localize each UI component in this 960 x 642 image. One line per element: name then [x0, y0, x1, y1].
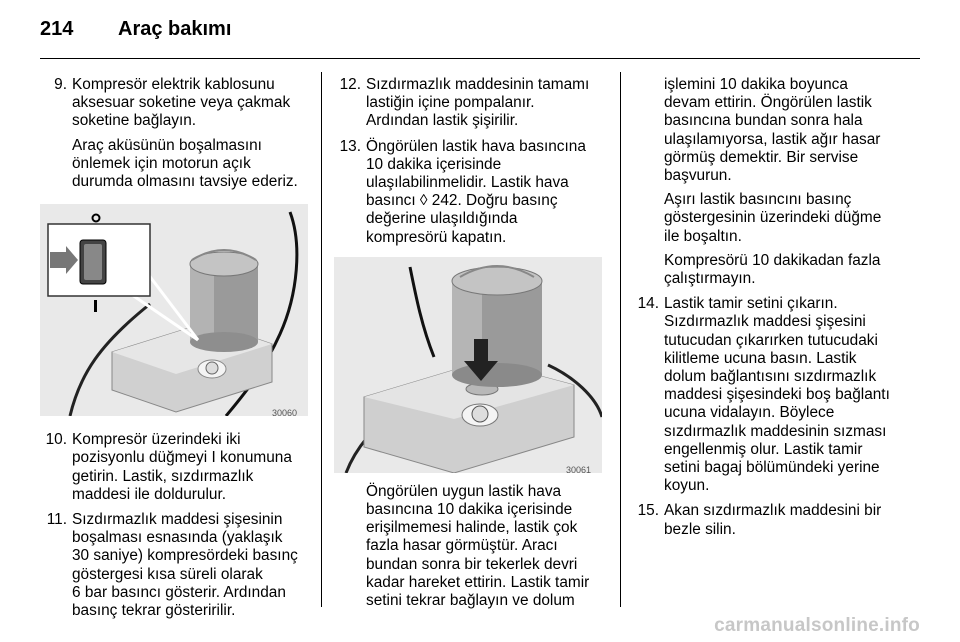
- text-line: Lastik tamir setini çıkarın.: [664, 295, 838, 313]
- step-13-note-continued: [632, 76, 922, 185]
- text-line: ulaşılamıyorsa, lastik ağır hasar: [664, 130, 881, 148]
- switch-position-symbol: I: [211, 449, 216, 467]
- text-line: Sızdırmazlık maddesi şişesinin: [72, 511, 283, 529]
- text-line: setini tekrar bağlayın ve dolum: [366, 592, 575, 610]
- text-line: maddesi ile doldurulur.: [72, 485, 226, 503]
- text-line: Öngörülen uygun lastik hava: [366, 482, 562, 500]
- step-number: 13.: [339, 137, 361, 155]
- text-line: devam ettirin. Öngörülen lastik: [664, 94, 872, 112]
- text-line: bezle silin.: [664, 520, 736, 538]
- text-line: boşalması esnasında (yaklaşık: [72, 529, 283, 547]
- text-line: maddesi şişesindeki boş bağlantı: [664, 386, 890, 404]
- text-line: Öngörülen lastik hava basıncına: [366, 137, 586, 155]
- figure-code: 30061: [566, 464, 592, 473]
- text-line: Kompresörü 10 dakikadan fazla: [664, 251, 881, 269]
- step-number: 14.: [637, 295, 659, 313]
- text-fragment: konumuna: [215, 449, 292, 467]
- step-14: [632, 295, 922, 495]
- page-reference-icon: ◊: [419, 192, 428, 210]
- text-line: Kompresör elektrik kablosunu: [72, 76, 275, 93]
- text-line: koyun.: [664, 477, 710, 495]
- step-13: [334, 138, 612, 247]
- text-line: ulaşılabilinmelidir. Lastik hava: [366, 174, 569, 192]
- text-line: Araç aküsünün boşalmasını: [72, 136, 262, 154]
- text-line: sızdırmazlık maddesinin sızması: [664, 422, 887, 440]
- text-line: fazla hasar görmüştür. Aracı: [366, 537, 558, 555]
- figure-switch-illustration: [40, 204, 308, 416]
- text-line: engellenmiş olur. Lastik tamir: [664, 440, 863, 458]
- text-line: 30 saniye) kompresördeki basınç: [72, 547, 298, 565]
- page-number: 214: [40, 18, 74, 40]
- text-line: çalıştırmayın.: [664, 270, 756, 288]
- text-line: basıncına 10 dakika içerisinde: [366, 501, 573, 519]
- text-line: önlemek için motorun açık: [72, 154, 251, 172]
- text-line: Ardından lastik şişirilir.: [366, 112, 519, 130]
- column-3: [632, 76, 922, 539]
- text-line: göstergesinin üzerindeki düğme: [664, 209, 882, 227]
- step-11: [40, 511, 310, 620]
- column-divider-1: [321, 72, 322, 607]
- text-line: setini bagaj bölümündeki yerine: [664, 459, 880, 477]
- compressor-button-drawing: [334, 257, 602, 473]
- column-2: [334, 76, 612, 610]
- text-line: Aşırı lastik basıncını basınç: [664, 191, 852, 209]
- page-title: Araç bakımı: [118, 18, 232, 40]
- column-divider-2: [620, 72, 621, 607]
- text-line: 6 bar basıncı gösterir. Ardından: [72, 583, 286, 601]
- text-fragment: basıncı: [366, 192, 420, 210]
- text-line: göstergesi kısa süreli olarak: [72, 565, 263, 583]
- text-line: 10 dakika içerisinde: [366, 155, 502, 173]
- text-line: dolum bağlantısını sızdırmazlık: [664, 368, 877, 386]
- text-line: işlemini 10 dakika boyunca: [664, 76, 848, 93]
- text-line: ile boşaltın.: [664, 227, 742, 245]
- text-fragment: pozisyonlu düğmeyi: [72, 449, 212, 467]
- text-line: değerine ulaşıldığında: [366, 210, 518, 228]
- step-number: 11.: [46, 511, 67, 529]
- text-line: kadar hareket ettirin. Lastik tamir: [366, 573, 590, 591]
- text-line: [72, 449, 310, 467]
- runtime-note: [632, 252, 922, 288]
- step-10: [40, 431, 310, 504]
- step-13-note: [334, 483, 612, 610]
- text-line: durumda olmasını tavsiye ederiz.: [72, 173, 298, 191]
- text-line: basıncına bundan sonra hala: [664, 112, 863, 130]
- overpressure-note: [632, 191, 922, 246]
- step-12: [334, 76, 612, 131]
- text-line: basınç tekrar gösteririlir.: [72, 602, 236, 620]
- step-number: 10.: [45, 431, 67, 449]
- step-15: [632, 502, 922, 538]
- step-number: 12.: [339, 76, 361, 93]
- text-line: bundan sonra bir tekerlek devri: [366, 555, 578, 573]
- text-line: görmüş demektir. Bir servise: [664, 148, 859, 166]
- figure-compressor-button: [334, 257, 602, 473]
- text-line: aksesuar soketine veya çakmak: [72, 94, 291, 112]
- text-line: tutucudan çıkarırken tutucudaki: [664, 331, 878, 349]
- step-number: 9.: [54, 76, 67, 93]
- text-line: getirin. Lastik, sızdırmazlık: [72, 467, 254, 485]
- text-line: [366, 192, 612, 210]
- text-line: kilitleme ucuna basın. Lastik: [664, 349, 857, 367]
- text-line: başvurun.: [664, 167, 732, 185]
- text-line: Sızdırmazlık maddesi şişesini: [664, 313, 866, 331]
- step-number: 15.: [637, 502, 659, 520]
- text-line: Akan sızdırmazlık maddesini bir: [664, 502, 882, 520]
- header-rule: [40, 58, 920, 59]
- column-1: [40, 76, 310, 620]
- page-header: [0, 0, 960, 58]
- text-line: kompresörü kapatın.: [366, 228, 507, 246]
- figure-code: 30060: [272, 408, 298, 417]
- text-fragment: 242. Doğru basınç: [427, 192, 558, 210]
- text-line: soketine bağlayın.: [72, 112, 197, 130]
- text-line: lastiğin içine pompalanır.: [366, 94, 535, 112]
- watermark: carmanualsonline.info: [714, 615, 920, 636]
- step-9-note: [40, 137, 310, 192]
- step-9: [40, 76, 310, 131]
- text-line: ucuna vidalayın. Böylece: [664, 404, 835, 422]
- text-line: Kompresör üzerindeki iki: [72, 431, 241, 449]
- text-line: erişilmemesi halinde, lastik çok: [366, 519, 578, 537]
- compressor-switch-drawing: [40, 204, 308, 416]
- text-line: Sızdırmazlık maddesinin tamamı: [366, 76, 590, 93]
